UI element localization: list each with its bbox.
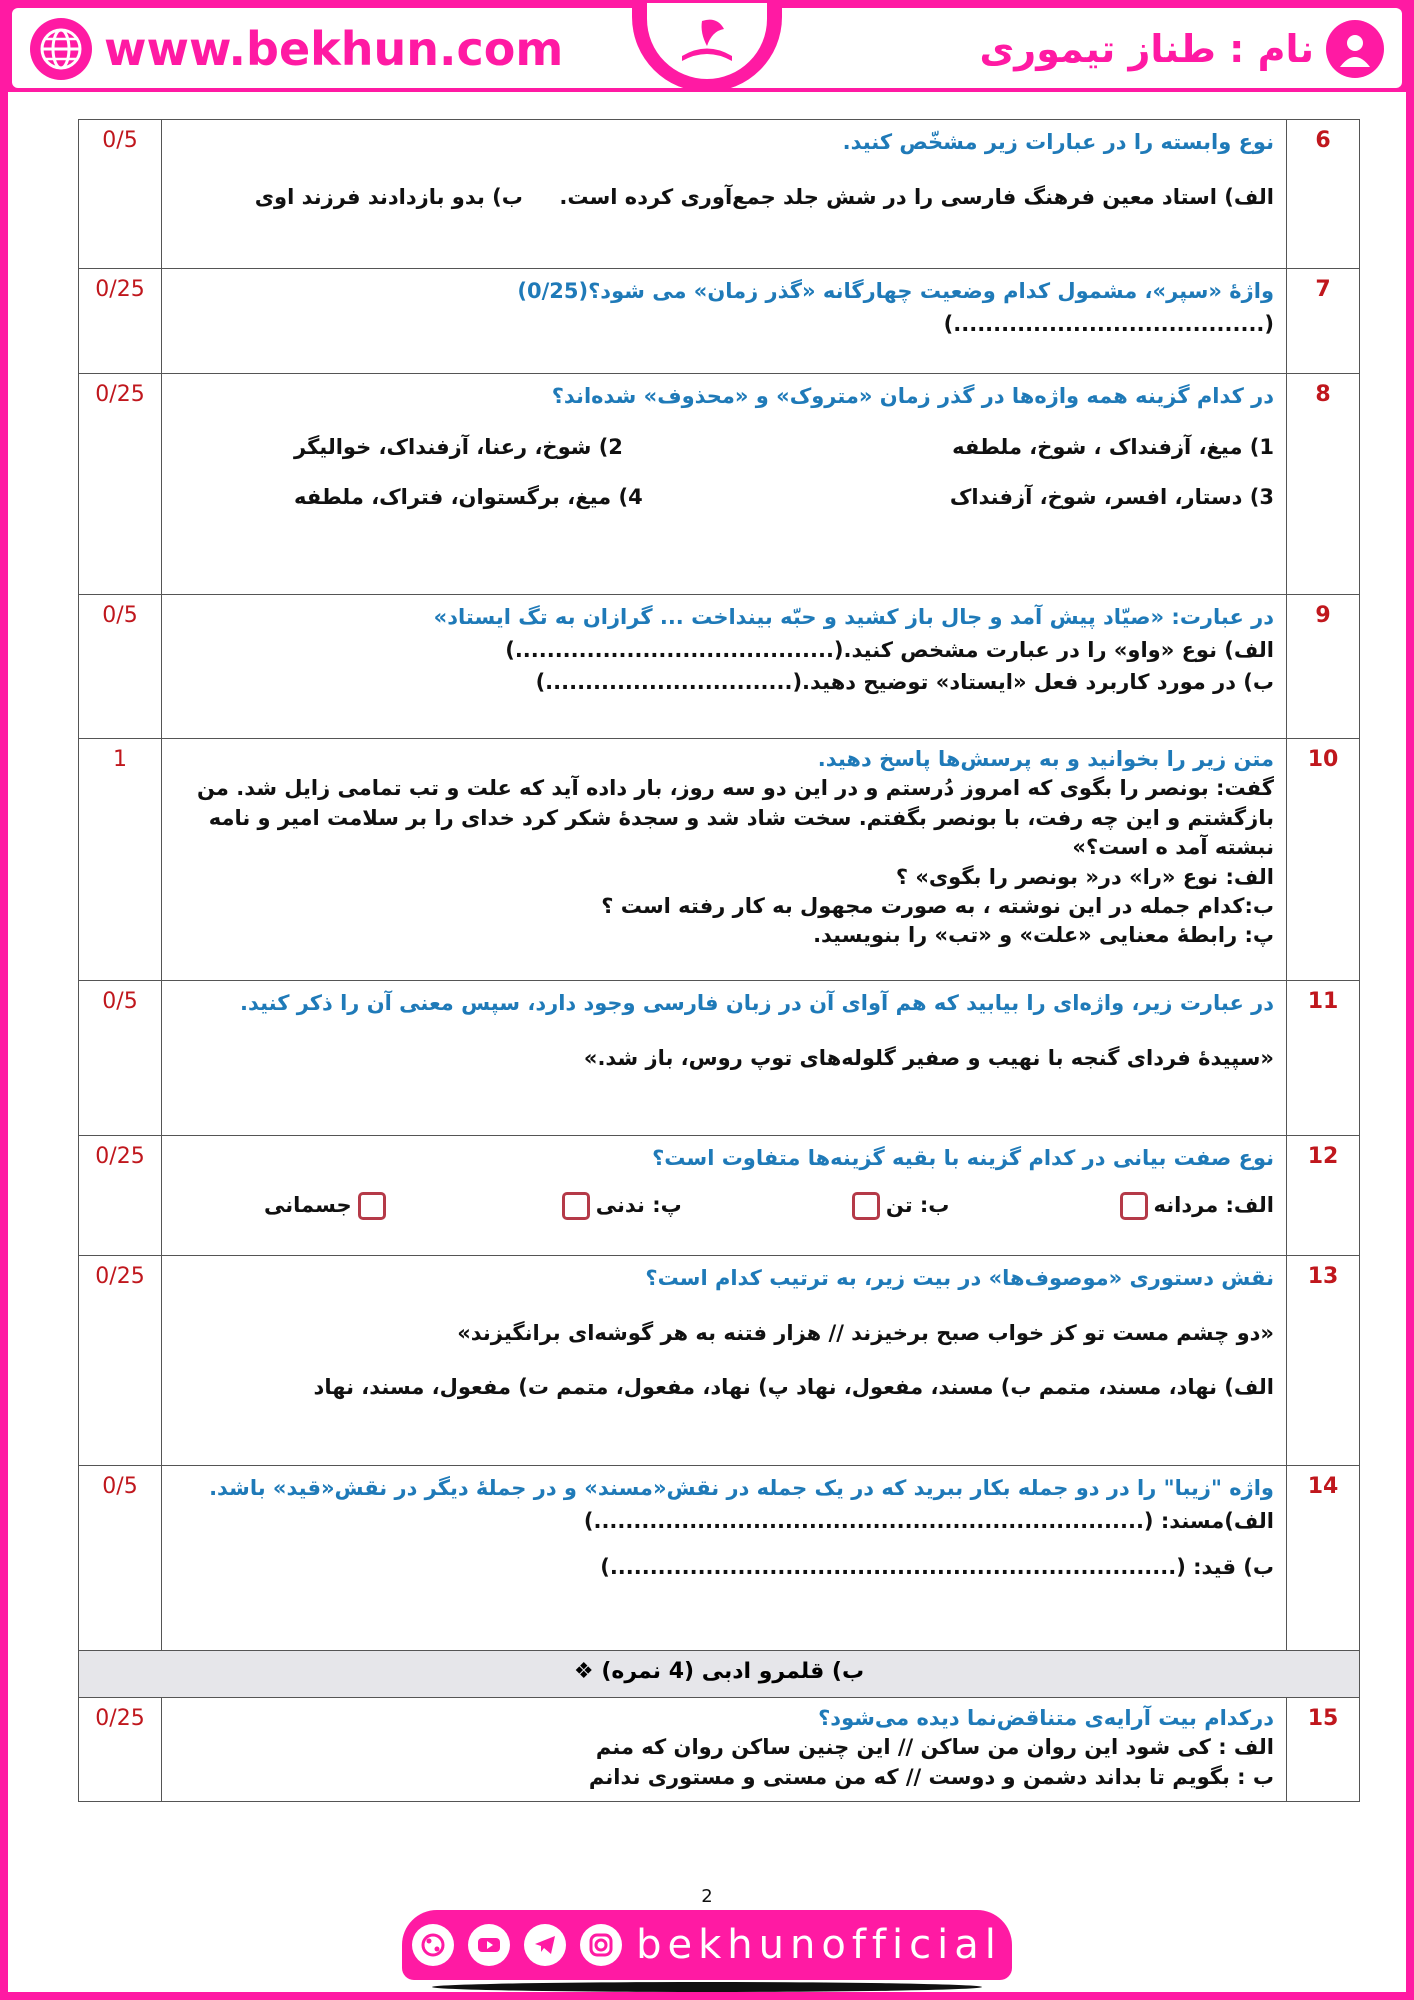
score: 0/25	[79, 1256, 162, 1466]
sub-question-a: الف)مسند: (.....................................................................)	[583, 1508, 1274, 1533]
question-number: 12	[1287, 1136, 1360, 1256]
section-title: ❖ ب) قلمرو ادبی (4 نمره)	[79, 1651, 1360, 1698]
question-number: 11	[1287, 981, 1360, 1136]
questions-table	[78, 119, 1360, 1802]
score: 0/5	[79, 120, 162, 269]
question-title: نقش دستوری «موصوف‌ها» در بیت زیر، به ترتیب کدام است؟	[645, 1266, 1274, 1290]
question-body	[162, 1136, 1287, 1256]
question-row-9	[79, 595, 1360, 739]
question-row-8	[79, 374, 1360, 595]
question-row-15	[79, 1698, 1360, 1802]
question-title: در عبارت: «صیّاد پیش آمد و جال باز کشید و حبّه بینداخت ... گرازان به تگ ایستاد»	[433, 605, 1274, 629]
option-b[interactable]	[846, 1189, 950, 1222]
question-body	[162, 739, 1287, 981]
footer-shadow	[432, 1982, 982, 1992]
option-3[interactable]: 3) دستار، افسر، شوخ، آزفنداک	[949, 485, 1274, 510]
score: 1	[79, 739, 162, 981]
option-1[interactable]: 1) میغ، آزفنداک ، شوخ، ملطفه	[952, 434, 1274, 459]
sub-question-b: ب:کدام جمله در این نوشته ، به صورت مجهول به کار رفته است ؟	[601, 893, 1274, 918]
student-name	[979, 14, 1384, 84]
option-4[interactable]: 4) میغ، برگستوان، فتراک، ملطفه	[294, 485, 643, 510]
option-2[interactable]: 2) شوخ، رعنا، آزفنداک، خوالیگر	[294, 434, 623, 459]
reading-passage: گفت: بونصر را بگوی که امروز دُرستم و در این دو سه روز، بار داده آید که علت و تب تمامی زایل شد. من بازگشتم و این چه رفت، با بونصر بگفتم. سخت شاد شد و سجدهٔ شکر کرد خدای را بر سلامت امیر و نامه نبشته آمد ه است؟»	[197, 776, 1274, 860]
question-row-12	[79, 1136, 1360, 1256]
options-row-2	[174, 481, 1274, 514]
verse-b: ب : بگویم تا بداند دشمن و دوست // که من مستی و مستوری ندانم	[588, 1764, 1274, 1789]
site-link[interactable]	[30, 14, 563, 84]
question-row-13	[79, 1256, 1360, 1466]
score: 0/5	[79, 1466, 162, 1651]
question-number: 8	[1287, 374, 1360, 595]
checkbox[interactable]	[562, 1192, 590, 1220]
line-a: الف) استاد معین فرهنگ فارسی را در شش جلد جمع‌آوری کرده است.	[559, 184, 1274, 209]
checkbox[interactable]	[852, 1192, 880, 1220]
aparat-icon[interactable]	[412, 1924, 454, 1966]
question-number: 14	[1287, 1466, 1360, 1651]
question-number: 13	[1287, 1256, 1360, 1466]
score: 0/25	[79, 1136, 162, 1256]
option-a[interactable]	[1114, 1189, 1274, 1222]
question-body	[162, 1698, 1287, 1802]
logo-badge	[647, 3, 767, 79]
site-url: www.bekhun.com	[104, 22, 564, 76]
question-number: 15	[1287, 1698, 1360, 1802]
score: 0/25	[79, 1698, 162, 1802]
option-c-label: پ: ندنی	[595, 1192, 682, 1217]
line-b: ب) بدو بازدادند فرزند اوی	[254, 184, 523, 209]
question-number: 7	[1287, 269, 1360, 374]
options-row	[174, 1189, 1274, 1222]
question-body	[162, 374, 1287, 595]
question-body	[162, 981, 1287, 1136]
book-logo-icon	[672, 11, 742, 71]
score: 0/25	[79, 269, 162, 374]
page-number: 2	[701, 1886, 713, 1907]
question-row-10	[79, 739, 1360, 981]
section-row	[79, 1651, 1360, 1698]
options-row-1	[174, 431, 1274, 464]
verse-a: الف : کی شود این روان من ساکن // این چنین ساکن روان که منم	[595, 1735, 1274, 1760]
checkbox[interactable]	[358, 1192, 386, 1220]
instagram-icon[interactable]	[580, 1924, 622, 1966]
question-body	[162, 120, 1287, 269]
globe-icon	[30, 18, 92, 80]
question-title: در عبارت زیر، واژه‌ای را بیابید که هم آوای آن در زبان فارسی وجود دارد، سپس معنی آن را ذکر کنید.	[239, 991, 1274, 1015]
question-number: 6	[1287, 120, 1360, 269]
question-row-6	[79, 120, 1360, 269]
verse: «دو چشم مست تو کز خواب صبح برخیزند // هزار فتنه به هر گوشه‌ای برانگیزند»	[457, 1320, 1274, 1345]
question-number: 10	[1287, 739, 1360, 981]
question-title: نوع صفت بیانی در کدام گزینه با بقیه گزینه‌ها متفاوت است؟	[652, 1146, 1274, 1170]
youtube-icon[interactable]	[468, 1924, 510, 1966]
question-row-11	[79, 981, 1360, 1136]
sub-question-c: پ: رابطهٔ معنایی «علت» و «تب» را بنویسید.	[813, 923, 1274, 948]
checkbox[interactable]	[1120, 1192, 1148, 1220]
question-title: نوع وابسته را در عبارات زیر مشخّص کنید.	[842, 130, 1274, 154]
score: 0/5	[79, 981, 162, 1136]
sub-question-b: ب) قید: (.......................................................................)	[600, 1555, 1274, 1580]
question-title: واژه "زیبا" را در دو جمله بکار ببرید که در یک جمله در نقش«مسند» و در جملهٔ دیگر در نقش«قید» باشد.	[209, 1476, 1274, 1500]
question-body	[162, 1256, 1287, 1466]
question-body	[162, 269, 1287, 374]
sub-question-a: الف: نوع «را» در« بونصر را بگوی» ؟	[895, 864, 1274, 889]
question-body	[162, 595, 1287, 739]
question-row-7	[79, 269, 1360, 374]
option-a-label: الف: مردانه	[1153, 1192, 1274, 1217]
score: 0/25	[79, 374, 162, 595]
telegram-icon[interactable]	[524, 1924, 566, 1966]
passage: «سپیدهٔ فردای گنجه با نهیب و صفیر گلوله‌های توپ روس، باز شد.»	[583, 1045, 1274, 1070]
option-d[interactable]	[264, 1189, 392, 1222]
score: 0/5	[79, 595, 162, 739]
question-body	[162, 1466, 1287, 1651]
sub-question-b: ب) در مورد کاربرد فعل «ایستاد» توضیح دهید.(...............................)	[535, 670, 1274, 695]
question-number: 9	[1287, 595, 1360, 739]
answer-blank: (.......................................)	[943, 311, 1274, 336]
footer-bar	[402, 1910, 1012, 1980]
question-row-14	[79, 1466, 1360, 1651]
question-line-a	[174, 181, 1274, 214]
sub-question-a: الف) نوع «واو» را در عبارت مشخص کنید.(........................................)	[505, 637, 1274, 662]
question-title: در کدام گزینه همه واژه‌ها در گذر زمان «متروک» و «محذوف» شده‌اند؟	[551, 384, 1274, 408]
question-title: متن زیر را بخوانید و به پرسش‌ها پاسخ دهید.	[817, 747, 1274, 771]
option-c[interactable]	[556, 1189, 682, 1222]
social-handle[interactable]: bekhunofficial	[636, 1922, 1002, 1968]
question-title: واژهٔ «سپر»، مشمول کدام وضعیت چهارگانه «گذر زمان» می شود؟(0/25)	[517, 279, 1274, 303]
user-icon	[1326, 20, 1384, 78]
option-d-label: جسمانی	[264, 1192, 352, 1217]
question-title: درکدام بیت آرایه‌ی متناقض‌نما دیده می‌شود؟	[818, 1706, 1274, 1730]
option-b-label: ب: تن	[885, 1192, 950, 1217]
options: الف) نهاد، مسند، متمم ب) مسند، مفعول، نهاد پ) نهاد، مفعول، متمم ت) مفعول، مسند، نهاد	[313, 1375, 1274, 1400]
name-label: نام : طناز تیموری	[979, 27, 1314, 71]
